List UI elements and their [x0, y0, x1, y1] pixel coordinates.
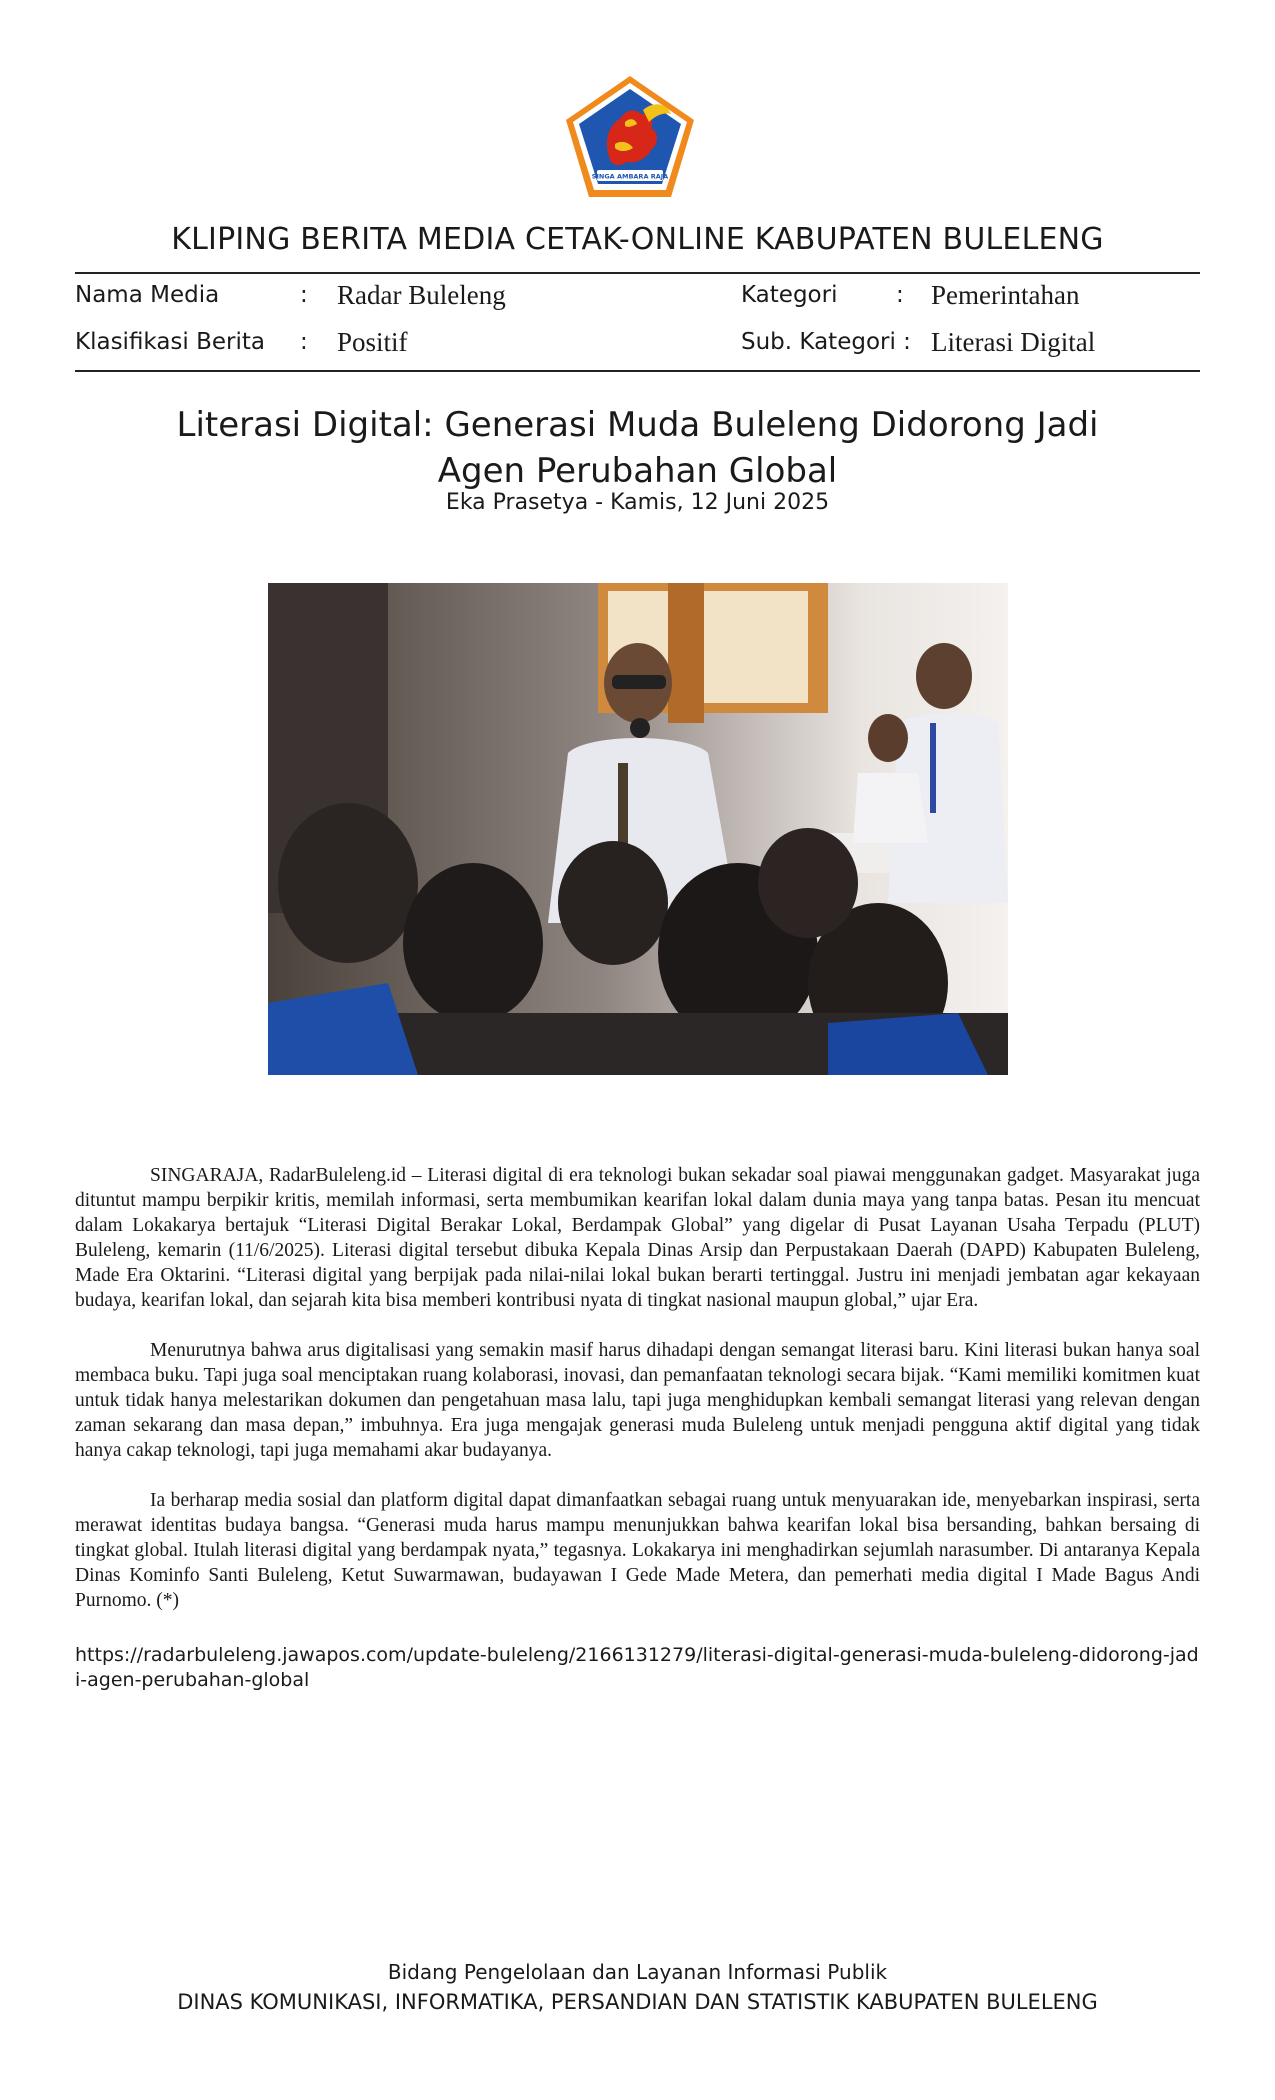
media-name-separator: :: [300, 282, 308, 308]
category-separator: :: [896, 282, 904, 308]
article-paragraph-2: Menurutnya bahwa arus digitalisasi yang semakin masif harus dihadapi dengan semangat literasi baru. Kini literasi bukan hanya soal membaca buku. Tapi juga soal menciptakan ruang kolaborasi, inovasi, dan pemanfaatan teknologi secara bijak. “Kami memiliki komitmen kuat untuk tidak hanya melestarikan dokumen dan pengetahuan masa lalu, tapi juga menghidupkan kembali semangat literasi yang relevan dengan zaman sekarang dan masa depan,” imbuhnya. Era juga mengajak generasi muda Buleleng untuk menjadi pengguna aktif digital yang tidak hanya cakap teknologi, tapi juga memahami akar budayanya.: [75, 1340, 1200, 1461]
media-name-value: Radar Buleleng: [337, 280, 506, 310]
bottom-divider: [75, 370, 1200, 372]
media-name-label: Nama Media: [75, 282, 220, 308]
regency-logo: [563, 74, 697, 200]
article-headline: [0, 402, 1275, 494]
article-byline: Eka Prasetya - Kamis, 12 Juni 2025: [445, 490, 830, 515]
category-value: Pemerintahan: [931, 280, 1080, 310]
footer-division: Bidang Pengelolaan dan Layanan Informasi Publik: [387, 1960, 888, 1984]
article-paragraph-3: Ia berharap media sosial dan platform digital dapat dimanfaatkan sebagai ruang untuk menyuarakan ide, menyebarkan inspirasi, serta merawat identitas budaya bangsa. “Generasi muda harus mampu menunjukkan bahwa kearifan lokal bisa bersanding, bahkan bersaing di tingkat global. Itulah literasi digital yang berdampak nyata,” tegasnya. Lokakarya ini menghadirkan sejumlah narasumber. Di antaranya Kepala Dinas Kominfo Santi Buleleng, Ketut Suwarmawan, budayawan I Gede Made Metera, dan pemerhati media digital I Made Bagus Andi Purnomo. (*): [75, 1490, 1200, 1611]
article-photo: [268, 583, 1008, 1075]
classification-separator: :: [300, 329, 308, 355]
headline-line-1: Literasi Digital: Generasi Muda Buleleng Didorong Jadi: [176, 405, 1099, 445]
article-paragraph-1: SINGARAJA, RadarBuleleng.id – Literasi digital di era teknologi bukan sekadar soal piawai menggunakan gadget. Masyarakat juga dituntut mampu berpikir kritis, memilah informasi, serta membumikan kearifan lokal dalam dunia maya yang tanpa batas. Pesan itu mencuat dalam Lokakarya bertajuk “Literasi Digital Berakar Lokal, Berdampak Global” yang digelar di Pusat Layanan Usaha Terpadu (PLUT) Buleleng, kemarin (11/6/2025). Literasi digital tersebut dibuka Kepala Dinas Arsip dan Perpustakaan Daerah (DAPD) Kabupaten Buleleng, Made Era Oktarini. “Literasi digital yang berpijak pada nilai-nilai lokal bukan berarti tertinggal. Justru ini menjadi jembatan agar kekayaan budaya, kearifan lokal, dan sejarah kita bisa memberi kontribusi nyata di tingkat nasional maupun global,” ujar Era.: [75, 1165, 1200, 1311]
logo-ribbon-text: SINGA AMBARA RAJA: [591, 172, 669, 181]
source-url[interactable]: https://radarbuleleng.jawapos.com/update-buleleng/2166131279/literasi-digital-generasi-muda-buleleng-didorong-jadi-agen-perubahan-global: [75, 1644, 1199, 1691]
document-title: KLIPING BERITA MEDIA CETAK-ONLINE KABUPATEN BULELENG: [171, 222, 1104, 257]
article-body: [75, 1163, 1200, 1638]
top-divider: [75, 272, 1200, 274]
classification-label: Klasifikasi Berita: [75, 329, 266, 355]
classification-value: Positif: [337, 327, 408, 357]
subcategory-label: Sub. Kategori :: [741, 329, 911, 355]
footer-agency: DINAS KOMUNIKASI, INFORMATIKA, PERSANDIAN DAN STATISTIK KABUPATEN BULELENG: [177, 1990, 1098, 2014]
subcategory-value: Literasi Digital: [931, 327, 1096, 357]
headline-line-2: Agen Perubahan Global: [437, 451, 838, 491]
category-label: Kategori: [741, 282, 838, 308]
